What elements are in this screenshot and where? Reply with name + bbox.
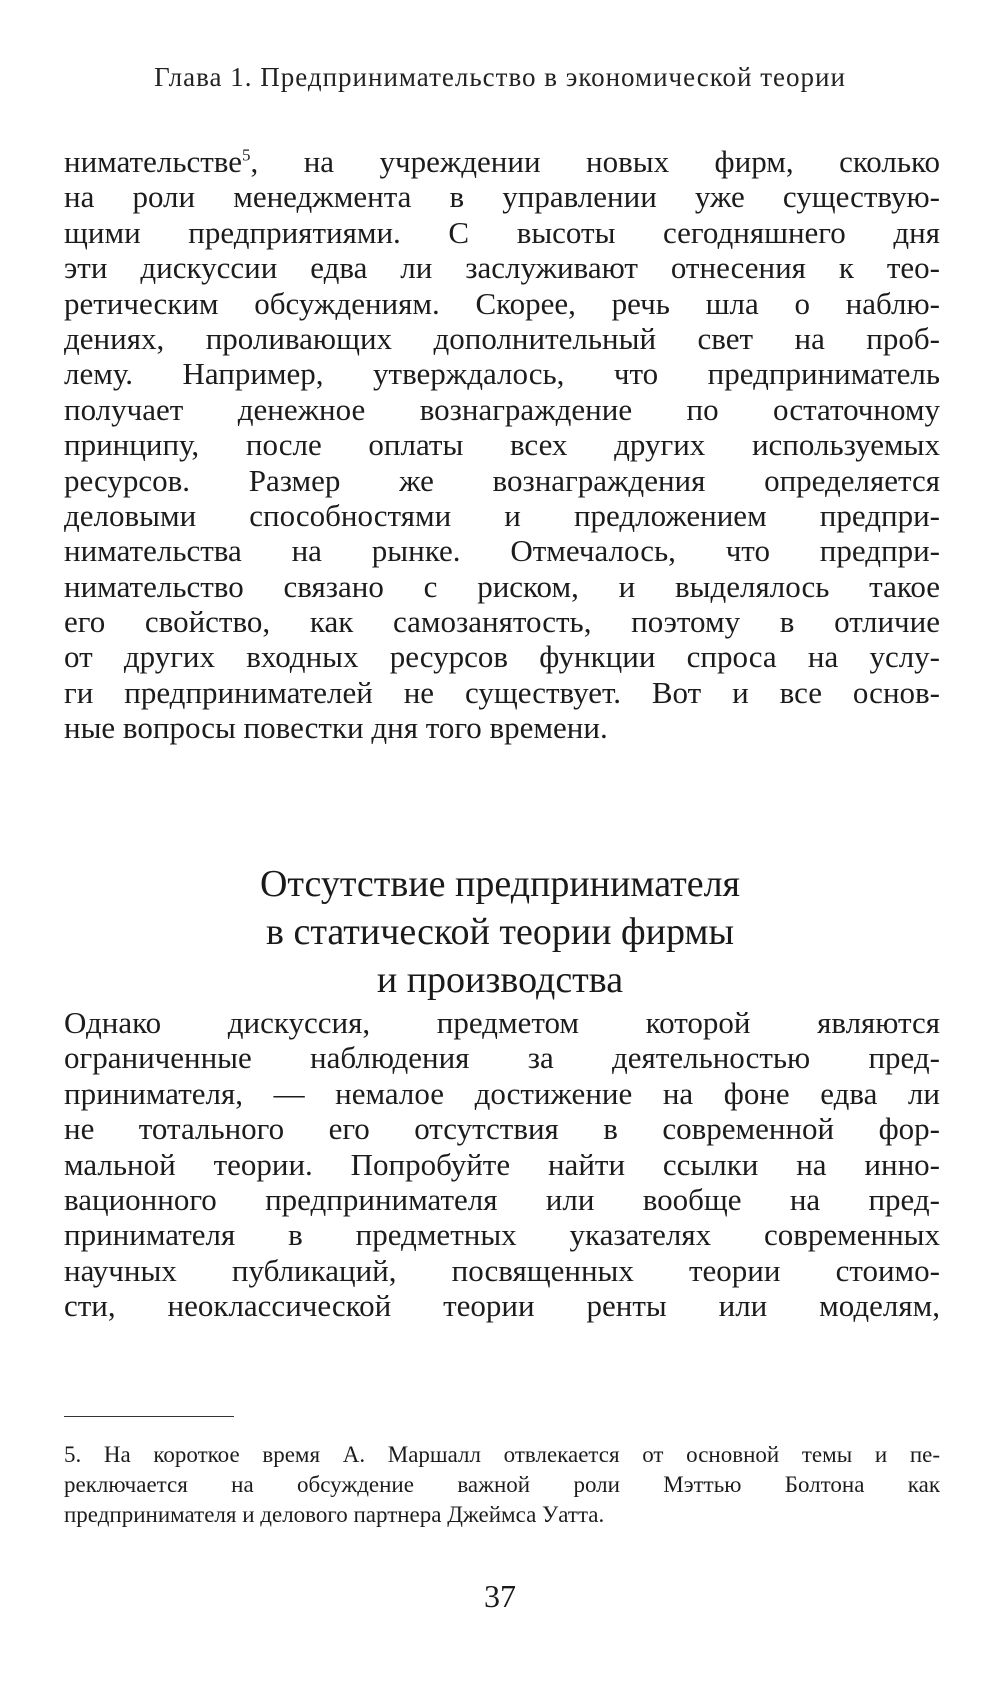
paragraph-line: принципу, после оплаты всех других используемых	[64, 427, 940, 463]
paragraph-line: принимателя в предметных указателях современных	[64, 1217, 940, 1253]
section-heading-line: в статической теории фирмы	[266, 911, 734, 953]
footnote-line: 5. На короткое время А. Маршалл отвлекается от основной темы и пе-	[64, 1442, 940, 1467]
paragraph-line: дениях, проливающих дополнительный свет на проб-	[64, 320, 940, 356]
paragraph-line: щими предприятиями. С высоты сегодняшнего дня	[64, 214, 940, 250]
section-heading-line: и производства	[376, 959, 624, 1001]
footnote-line: реключается на обсуждение важной роли Мэттью Болтона как	[64, 1472, 940, 1497]
paragraph-line: научных публикаций, посвященных теории стоимо-	[64, 1252, 940, 1288]
paragraph-line: ограниченные наблюдения за деятельностью пред-	[64, 1040, 940, 1076]
line-text: нимательстве	[64, 144, 242, 179]
line-text: , на учреждении новых фирм, сколько	[250, 144, 940, 179]
paragraph-line: лему. Например, утверждалось, что предприниматель	[64, 356, 940, 392]
paragraph-line: ресурсов. Размер же вознаграждения определяется	[64, 462, 940, 498]
paragraph-line: Однако дискуссия, предметом которой являются	[64, 1005, 940, 1040]
paragraph-line: принимателя, — немалое достижение на фоне едва ли	[64, 1075, 940, 1111]
paragraph-1	[64, 144, 940, 746]
paragraph-line: не тотального его отсутствия в современной фор-	[64, 1111, 940, 1147]
section-heading	[0, 860, 1000, 1004]
paragraph-line: эти дискуссии едва ли заслуживают отнесения к тео-	[64, 250, 940, 286]
page-number: 37	[484, 1578, 516, 1614]
paragraph-line: нимательства на рынке. Отмечалось, что предпри-	[64, 533, 940, 569]
paragraph-line: его свойство, как самозанятость, поэтому в отличие	[64, 604, 940, 640]
paragraph-line: вационного предпринимателя или вообще на пред-	[64, 1181, 940, 1217]
footnote-reference[interactable]: 5	[241, 145, 251, 165]
paragraph-line: нимательство связано с риском, и выделялось такое	[64, 568, 940, 604]
paragraph-line: деловыми способностями и предложением предпри-	[64, 497, 940, 533]
paragraph-line	[64, 144, 940, 179]
paragraph-line: получает денежное вознаграждение по остаточному	[64, 391, 940, 427]
paragraph-line: сти, неоклассической теории ренты или моделям,	[64, 1288, 940, 1324]
paragraph-line: мальной теории. Попробуйте найти ссылки на инно-	[64, 1146, 940, 1182]
footnote-separator	[64, 1416, 234, 1417]
section-heading-line: Отсутствие предпринимателя	[259, 863, 741, 905]
footnote	[64, 1440, 940, 1530]
paragraph-line: на роли менеджмента в управлении уже существую-	[64, 179, 940, 215]
footnote-line: предпринимателя и делового партнера Джеймса Уатта.	[64, 1502, 605, 1527]
paragraph-line: от других входных ресурсов функции спроса на услу-	[64, 639, 940, 675]
running-head: Глава 1. Предпринимательство в экономической теории	[154, 62, 846, 92]
paragraph-2	[64, 1005, 940, 1324]
paragraph-line: ги предпринимателей не существует. Вот и все основ-	[64, 674, 940, 710]
paragraph-line: ретическим обсуждениям. Скорее, речь шла о наблю-	[64, 285, 940, 321]
paragraph-line: ные вопросы повестки дня того времени.	[64, 710, 608, 746]
